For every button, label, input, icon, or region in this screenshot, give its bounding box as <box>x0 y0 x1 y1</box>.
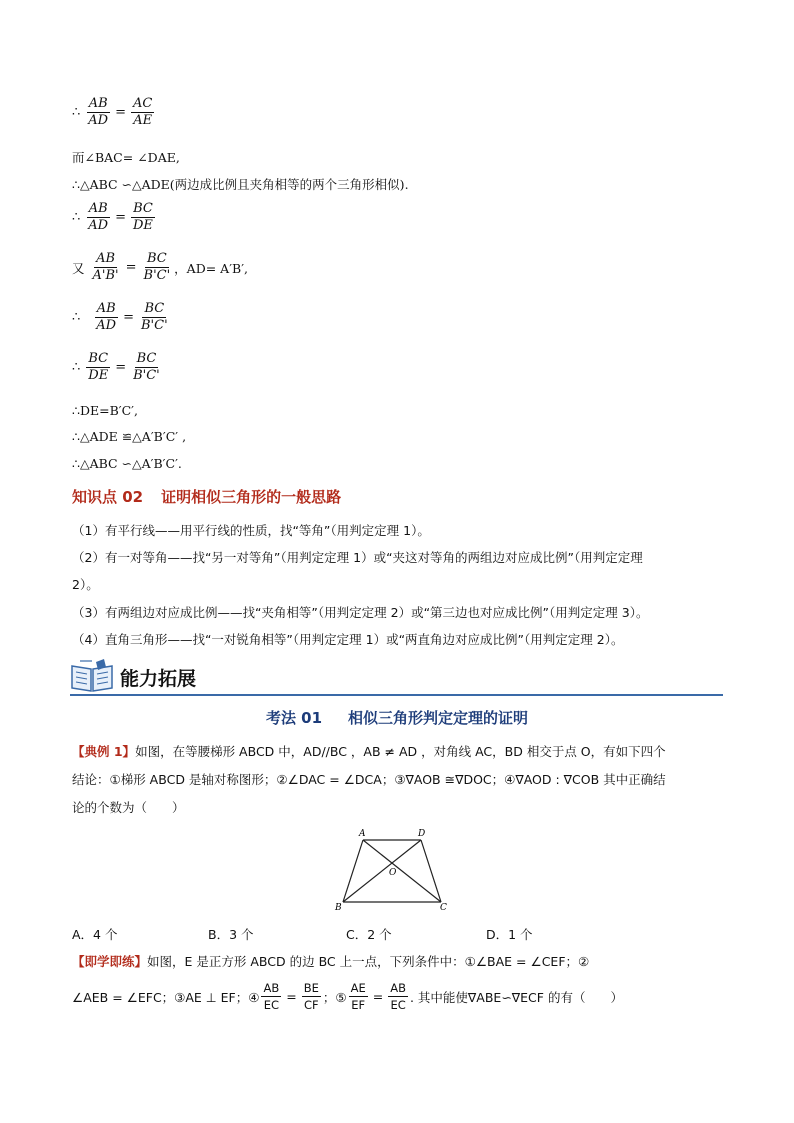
section-title: 考法 01 相似三角形判定定理的证明 <box>265 709 529 727</box>
knowledge-item-1: （1）有平行线——用平行线的性质，找“等角”（用判定定理 1）。 <box>72 523 430 538</box>
example-line-3: 论的个数为（ ） <box>72 800 185 815</box>
practice-line-1: 【即学即练】如图，E 是正方形 ABCD 的边 BC 上一点，下列条件中：①∠BAE = ∠CEF；② <box>72 954 590 969</box>
proof-line-7: ∴ $\frac{BC}{DE}$ = $\frac{BC}{B'C'}$ <box>72 351 160 383</box>
label-b: B <box>335 903 342 912</box>
fraction: $\frac{AB}{EC}$ <box>390 981 406 1012</box>
trapezoid-figure <box>326 826 456 912</box>
option-d[interactable]: D．1 个 <box>486 927 533 942</box>
fraction: $\frac{BE}{CF}$ <box>303 981 319 1012</box>
knowledge-item-3: （3）有两组边对应成比例——找“夹角相等”（用判定定理 2）或“第三边也对应成比例”（用判定定理 3）。 <box>72 605 649 620</box>
open-book-icon <box>70 658 114 692</box>
banner-rule <box>70 694 723 696</box>
label-o: O <box>389 868 397 878</box>
proof-line-1: ∴ $\frac{AB}{AD}$ = $\frac{AC}{AE}$ <box>72 96 153 128</box>
proof-line-4: ∴ $\frac{AB}{AD}$ = $\frac{BC}{DE}$ <box>72 201 153 233</box>
fraction: $\frac{BC}{B'C'}$ <box>141 301 168 333</box>
fraction: $\frac{AB}{AD}$ <box>96 301 117 333</box>
fraction: $\frac{BC}{B'C'}$ <box>133 351 160 383</box>
diagonal-ac <box>363 840 441 902</box>
proof-line-6: ∴ $\frac{AB}{AD}$ = $\frac{BC}{B'C'}$ <box>72 301 168 333</box>
proof-line-8: ∴DE=B′C′, <box>72 403 138 418</box>
fraction: $\frac{AB}{A'B'}$ <box>92 251 119 283</box>
option-b[interactable]: B．3 个 <box>208 927 254 942</box>
proof-line-2: 而∠BAC= ∠DAE, <box>72 150 180 165</box>
segment-ab <box>343 840 363 902</box>
knowledge-heading: 知识点 02 证明相似三角形的一般思路 <box>72 488 342 506</box>
practice-line-2: ∠AEB = ∠EFC；③AE ⊥ EF；④ $\frac{AB}{EC}$ = $\frac{BE}{CF}$ ；⑤ $\frac{AE}{EF}$ = $\frac{AB}{EC}$ . 其中能使∇ABE∽∇ECF 的有（ ） <box>72 981 623 1012</box>
proof-line-10: ∴△ABC ∽△A′B′C′. <box>72 456 182 471</box>
label-d: D <box>418 829 426 839</box>
label-c: C <box>440 903 447 912</box>
proof-line-5: 又 $\frac{AB}{A'B'}$ = $\frac{BC}{B'C'}$ ，AD= A′B′, <box>72 251 249 283</box>
fraction: $\frac{AB}{AD}$ <box>88 201 109 233</box>
example-tag: 【典例 1】 <box>72 744 136 759</box>
fraction: $\frac{BC}{DE}$ <box>88 351 109 383</box>
banner-title: 能力拓展 <box>120 668 197 690</box>
fraction: $\frac{AC}{AE}$ <box>133 96 153 128</box>
fraction: $\frac{BC}{DE}$ <box>133 201 153 233</box>
diagonal-bd <box>343 840 421 902</box>
label-a: A <box>359 829 366 839</box>
fraction: $\frac{AB}{AD}$ <box>88 96 109 128</box>
option-c[interactable]: C．2 个 <box>346 927 392 942</box>
knowledge-item-4: （4）直角三角形——找“一对锐角相等”（用判定定理 1）或“两直角边对应成比例”（用判定定理 2）。 <box>72 632 624 647</box>
proof-line-3: ∴△ABC ∽△ADE(两边成比例且夹角相等的两个三角形相似). <box>72 177 409 192</box>
option-a[interactable]: A．4 个 <box>72 927 118 942</box>
ability-banner <box>70 656 723 696</box>
fraction: $\frac{AB}{EC}$ <box>263 981 280 1012</box>
practice-tag: 【即学即练】 <box>72 954 148 969</box>
fraction: $\frac{BC}{B'C'}$ <box>143 251 171 283</box>
segment-dc <box>421 840 441 902</box>
example-line-2: 结论：①梯形 ABCD 是轴对称图形；②∠DAC = ∠DCA；③∇AOB ≅∇DOC；④∇AOD : ∇COB 其中正确结 <box>72 772 666 787</box>
knowledge-item-2: （2）有一对等角——找“另一对等角”（用判定定理 1）或“夹这对等角的两组边对应成比例”（用判定定理 <box>72 550 643 565</box>
proof-line-9: ∴△ADE ≌△A′B′C′ , <box>72 429 187 444</box>
fraction: $\frac{AE}{EF}$ <box>350 981 366 1012</box>
knowledge-item-2-cont: 2）。 <box>72 577 99 592</box>
example-line-1: 【典例 1】如图，在等腰梯形 ABCD 中，AD//BC ，AB ≠ AD ，对角线 AC，BD 相交于点 O，有如下四个 <box>72 744 666 759</box>
